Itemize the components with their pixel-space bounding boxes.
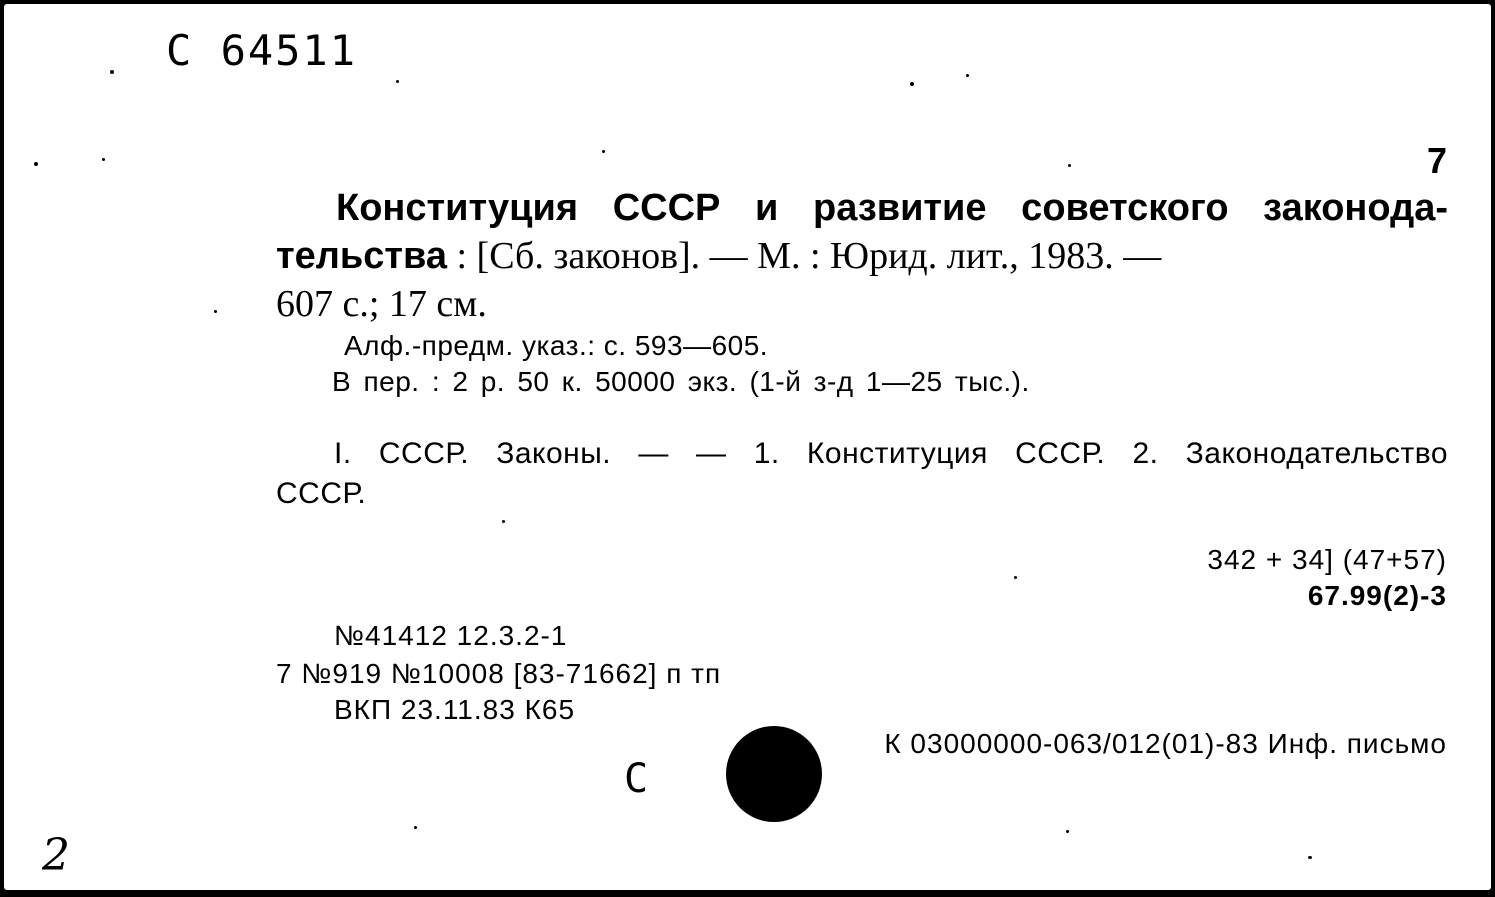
punch-hole: [726, 726, 822, 822]
title-line-1: Конституция СССР и развитие советского законода-: [336, 187, 1448, 229]
scan-speck: [1014, 576, 1017, 579]
tech-line-1: №41412 12.3.2-1: [334, 620, 568, 651]
subjects-line-2: СССР.: [276, 477, 367, 510]
scan-speck: [414, 826, 417, 829]
subjects-line-1: I. СССР. Законы. — — 1. Конституция СССР. 2. Законодательство: [334, 437, 1448, 470]
index-note: Алф.-предм. указ.: с. 593—605.: [344, 330, 769, 361]
scan-speck: [102, 158, 105, 161]
scan-speck: [602, 150, 605, 153]
subject-headings: [276, 434, 1448, 514]
classification-code-2: 67.99(2)-3: [1307, 580, 1447, 611]
page-number: 7: [1426, 140, 1447, 181]
physical-description: 607 с.; 17 см.: [276, 283, 487, 325]
title-continuation: тельства: [276, 235, 447, 277]
tech-line-3: ВКП 23.11.83 К65: [334, 694, 576, 725]
scan-speck: [34, 162, 38, 166]
publication-info: : [Сб. законов]. — М. : Юрид. лит., 1983. —: [446, 235, 1162, 277]
scan-speck: [214, 310, 217, 313]
isbn-line: К 03000000-063/012(01)-83 Инф. письмо: [884, 728, 1447, 759]
bibliographic-description: [276, 184, 1448, 328]
handwritten-mark: 2: [42, 830, 70, 881]
classification-code-1: 342 + 34] (47+57): [1207, 544, 1447, 575]
scan-speck: [910, 82, 914, 86]
scan-speck: [966, 74, 969, 77]
tech-line-2: 7 №919 №10008 [83-71662] п тп: [276, 658, 722, 689]
scan-speck: [1066, 830, 1069, 833]
scan-speck: [1308, 856, 1312, 859]
price-note: В пер. : 2 р. 50 к. 50000 экз. (1-й з-д 1—25 тыс.).: [332, 366, 1030, 397]
scan-speck: [1068, 164, 1071, 167]
scan-speck: [110, 70, 114, 74]
catalog-number: С 64511: [166, 26, 358, 75]
letter-c-mark: С: [624, 756, 649, 802]
library-catalog-card: [4, 4, 1491, 890]
scan-speck: [396, 80, 399, 83]
title-line-2: [276, 232, 1448, 280]
scan-speck: [502, 520, 505, 523]
